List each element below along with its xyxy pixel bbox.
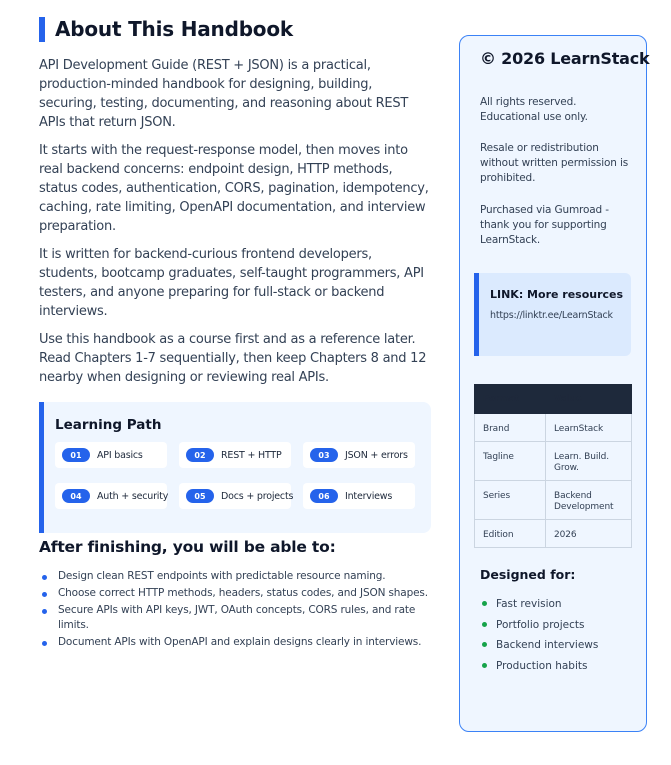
bullet-icon <box>42 641 47 646</box>
table-cell: Backend Development <box>546 481 632 520</box>
intro-paragraph: API Development Guide (REST + JSON) is a practical, production-minded handbook for designing, building, securing, testing, documenting, and reasoning about REST APIs that return JSON. <box>39 58 409 130</box>
table-cell: Series <box>475 481 546 520</box>
table-cell: 2026 <box>546 520 632 548</box>
step-label: JSON + errors <box>345 449 408 461</box>
table-cell: Edition <box>475 520 546 548</box>
resale-paragraph: Resale or redistribution without written permission is prohibited. <box>480 142 629 184</box>
learning-step <box>179 483 294 509</box>
table-cell: Brand <box>475 414 546 442</box>
learning-step <box>55 483 167 509</box>
copyright-heading: © 2026 LearnStack <box>480 49 650 68</box>
learning-path-title: Learning Path <box>55 417 162 433</box>
intro-paragraph: Use this handbook as a course first and as a reference later. Read Chapters 1-7 sequentially, then keep Chapters 8 and 12 nearby when designing or reviewing real APIs. <box>39 332 427 385</box>
step-number-badge: 04 <box>62 489 90 503</box>
main-content <box>39 16 431 652</box>
resources-link-box <box>474 273 631 356</box>
title-accent-bar <box>39 17 45 42</box>
learning-step <box>179 442 291 468</box>
sidebar-panel <box>459 35 650 732</box>
table-row <box>475 481 632 520</box>
outcome-text: Secure APIs with API keys, JWT, OAuth concepts, CORS rules, and rate limits. <box>58 604 416 631</box>
bullet-icon <box>482 601 487 606</box>
bullet-icon <box>42 592 47 597</box>
bullet-icon <box>482 663 487 668</box>
step-label: Interviews <box>345 490 393 502</box>
step-label: Docs + projects <box>221 490 294 502</box>
learning-step <box>55 442 167 468</box>
link-title: LINK: More resources <box>490 288 624 301</box>
designed-for-text: Portfolio projects <box>496 618 585 631</box>
designed-for-list <box>480 597 598 680</box>
step-number-badge: 06 <box>310 489 338 503</box>
table-cell: Tagline <box>475 442 546 481</box>
designed-for-title: Designed for: <box>480 567 576 582</box>
page-title: About This Handbook <box>55 17 293 41</box>
learning-path-box <box>39 402 431 533</box>
bullet-icon <box>482 642 487 647</box>
bullet-icon <box>42 609 47 614</box>
table-header-cell: Value <box>546 385 632 414</box>
designed-for-text: Fast revision <box>496 598 562 610</box>
outcome-item <box>39 569 431 584</box>
rights-paragraph: All rights reserved. Educational use only. <box>480 96 588 123</box>
step-label: Auth + security <box>97 490 169 502</box>
designed-for-item <box>480 618 598 639</box>
outcome-text: Design clean REST endpoints with predictable resource naming. <box>58 570 386 582</box>
outcome-text: Document APIs with OpenAPI and explain designs clearly in interviews. <box>58 636 422 648</box>
outcomes-list <box>39 569 431 650</box>
outcomes-title: After finishing, you will be able to: <box>39 538 336 556</box>
table-cell: Learn. Build. Grow. <box>546 442 632 481</box>
step-label: REST + HTTP <box>221 449 282 461</box>
metadata-table <box>474 384 632 548</box>
link-accent-bar <box>474 273 479 356</box>
step-number-badge: 01 <box>62 448 90 462</box>
table-row <box>475 442 632 481</box>
bullet-icon <box>42 575 47 580</box>
step-number-badge: 05 <box>186 489 214 503</box>
outcome-item <box>39 603 431 633</box>
designed-for-item <box>480 597 598 618</box>
step-number-badge: 03 <box>310 448 338 462</box>
bullet-icon <box>482 622 487 627</box>
intro-paragraph: It is written for backend-curious frontend developers, students, bootcamp graduates, self-taught programmers, API testers, and anyone preparing for full-stack or backend interviews. <box>39 247 424 319</box>
outcome-item <box>39 586 431 601</box>
resources-link[interactable]: https://linktr.ee/LearnStack <box>490 310 613 321</box>
outcome-text: Choose correct HTTP methods, headers, status codes, and JSON shapes. <box>58 587 428 599</box>
step-label: API basics <box>97 449 143 461</box>
purchase-paragraph: Purchased via Gumroad - thank you for supporting LearnStack. <box>480 204 609 246</box>
table-row <box>475 414 632 442</box>
learning-path-accent-bar <box>39 402 44 533</box>
designed-for-item <box>480 638 598 659</box>
designed-for-item <box>480 659 598 680</box>
page-title-row <box>39 16 431 42</box>
learning-step <box>303 483 415 509</box>
designed-for-text: Backend interviews <box>496 639 599 652</box>
table-header-cell: Format <box>475 385 546 414</box>
table-cell: LearnStack <box>546 414 632 442</box>
table-row <box>475 520 632 548</box>
learning-step <box>303 442 415 468</box>
outcome-item <box>39 635 431 650</box>
table-header-row <box>475 385 632 414</box>
designed-for-text: Production habits <box>496 660 588 673</box>
intro-paragraph: It starts with the request-response model, then moves into real backend concerns: endpoint design, HTTP methods, status codes, authentication, CORS, pagination, idempotency, caching, rate limiting, OpenAPI documentation, and interview preparation. <box>39 143 429 234</box>
step-number-badge: 02 <box>186 448 214 462</box>
